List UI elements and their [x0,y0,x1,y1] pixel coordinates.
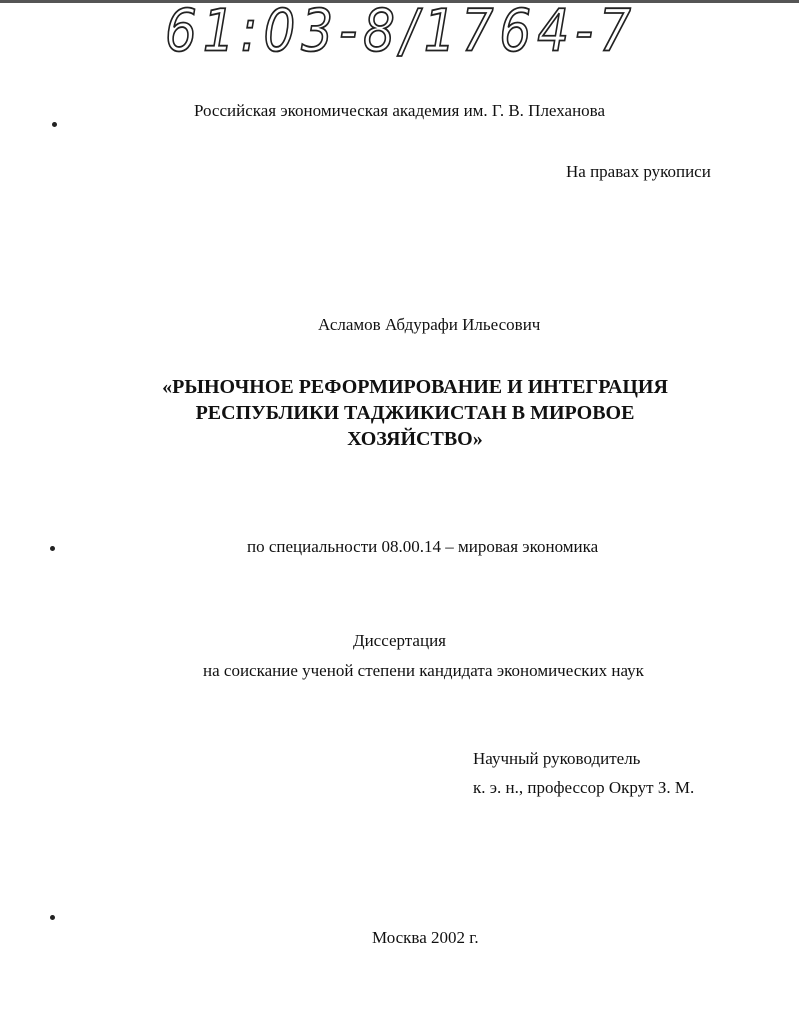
place-year: Москва 2002 г. [372,928,479,947]
dissertation-title [0,374,799,452]
title-line: РЕСПУБЛИКИ ТАДЖИКИСТАН В МИРОВОЕ [195,402,635,424]
rights-note: На правах рукописи [566,162,711,181]
title-line: «РЫНОЧНОЕ РЕФОРМИРОВАНИЕ И ИНТЕГРАЦИЯ [162,376,668,398]
author-name: Асламов Абдурафи Ильесович [318,315,541,334]
institution: Российская экономическая академия им. Г. В. Плеханова [193,101,606,120]
supervisor-label: Научный руководитель [473,749,641,768]
title-line: ХОЗЯЙСТВО» [347,428,483,450]
scan-artifact [50,546,55,551]
handwritten-catalog-code: 61:03-8/1764-7 [165,0,637,65]
degree: на соискание ученой степени кандидата экономических наук [203,661,644,680]
scan-artifact [50,915,55,920]
scan-artifact [52,122,57,127]
supervisor: к. э. н., профессор Окрут З. М. [473,778,695,797]
specialty: по специальности 08.00.14 – мировая экономика [247,537,599,556]
work-type: Диссертация [352,631,446,650]
